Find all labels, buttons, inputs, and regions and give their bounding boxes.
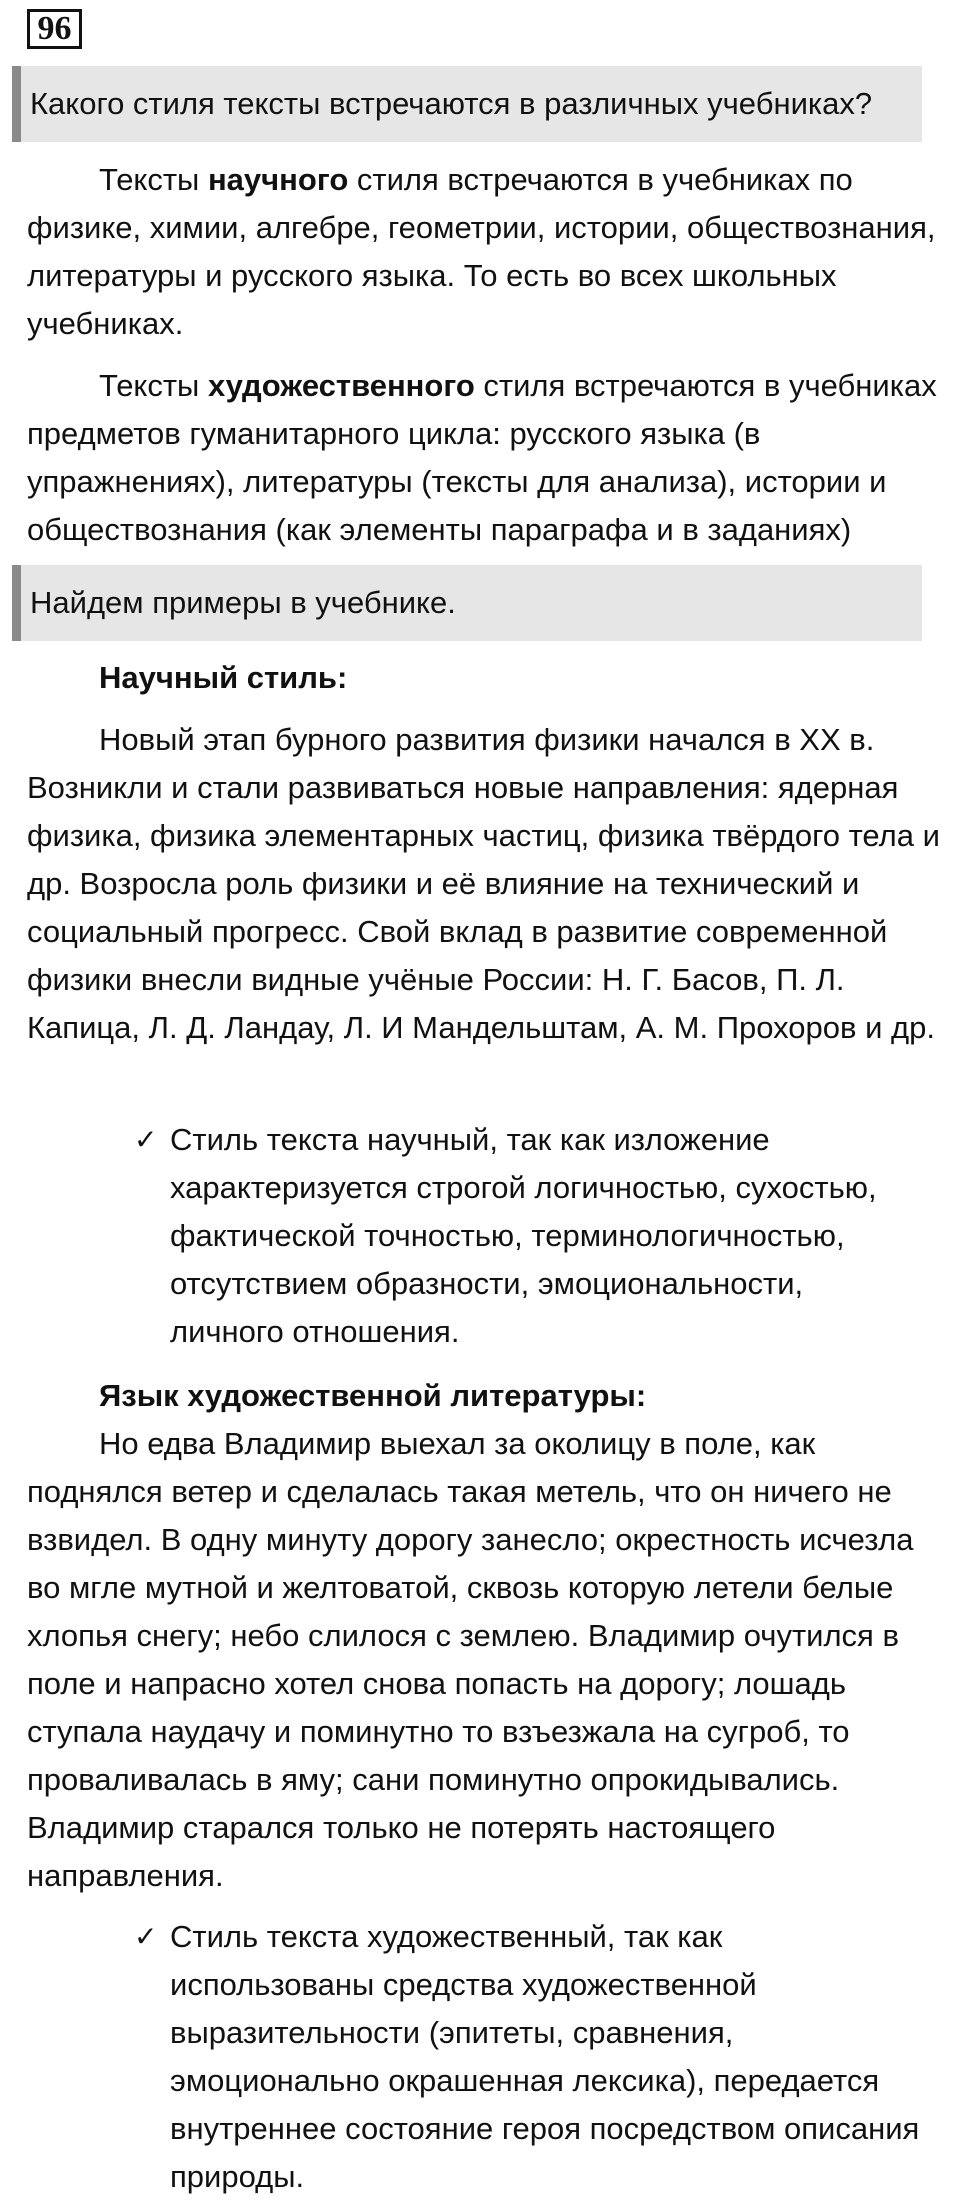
answer-paragraph-scientific [27, 156, 947, 348]
literary-conclusion [134, 1913, 924, 2201]
question-box [12, 66, 922, 142]
literary-example-text: Но едва Владимир выехал за околицу в поле, как поднялся ветер и сделалась такая метель, что он ничего не взвидел. В одну минуту дорогу занесло; окрестность исчезла во мгле мутной и желтоватой, сквозь которую летели белые хлопья снегу; небо слилося с землею. Владимир очутился в поле и напрасно хотел снова попасть на дорогу; лошадь ступала наудачу и поминутно то взъезжала на сугроб, то проваливалась в яму; сани поминутно опрокидывались. Владимир старался только не потерять настоящего направления. [27, 1426, 914, 1893]
paragraph-text: стиля встречаются в учебниках предметов гуманитарного цикла: русского языка (в упражнениях), литературы (тексты для анализа), истории и обществознания (как элементы параграфа и в заданиях) [27, 368, 937, 547]
scientific-heading: Научный стиль: [99, 660, 348, 695]
checkmark-icon: ✓ [134, 1920, 158, 1953]
paragraph-text: стиля встречаются в учебниках по физике, химии, алгебре, геометрии, истории, обществознания, литературы и русского языка. То есть во всех школьных учебниках. [27, 162, 936, 341]
bold-term: научного [207, 162, 349, 197]
conclusion-text: Стиль текста художественный, так как использованы средства художественной выразительности (эпитеты, сравнения, эмоционально окрашенная лексика), передается внутреннее состояние героя посредством описания природы. [170, 1919, 920, 2194]
scientific-conclusion [134, 1116, 924, 1356]
scientific-example-text: Новый этап бурного развития физики начался в XX в. Возникли и стали развиваться новые направления: ядерная физика, физика элементарных частиц, физика твёрдого тела и др. Возросла роль физики и её влияние на технический и социальный прогресс. Свой вклад в развитие современной физики внесли видные учёные России: Н. Г. Басов, П. Л. Капица, Л. Д. Ландау, Л. И Мандельштам, А. М. Прохоров и др. [27, 722, 940, 1045]
answer-paragraph-literary [27, 362, 947, 554]
paragraph-prefix: Тексты [99, 368, 208, 403]
literary-heading: Язык художественной литературы: [99, 1378, 647, 1413]
task-box [12, 565, 922, 641]
task-text: Найдем примеры в учебнике. [30, 585, 456, 620]
question-text: Какого стиля тексты встречаются в различных учебниках? [30, 86, 873, 121]
bold-term: художественного [207, 368, 475, 403]
paragraph-prefix: Тексты [99, 162, 208, 197]
checkmark-icon: ✓ [134, 1123, 158, 1156]
exercise-number: 96 [27, 9, 82, 49]
conclusion-text: Стиль текста научный, так как изложение характеризуется строгой логичностью, сухостью, фактической точностью, терминологичностью, отсутствием образности, эмоциональности, личного отношения. [170, 1122, 877, 1349]
